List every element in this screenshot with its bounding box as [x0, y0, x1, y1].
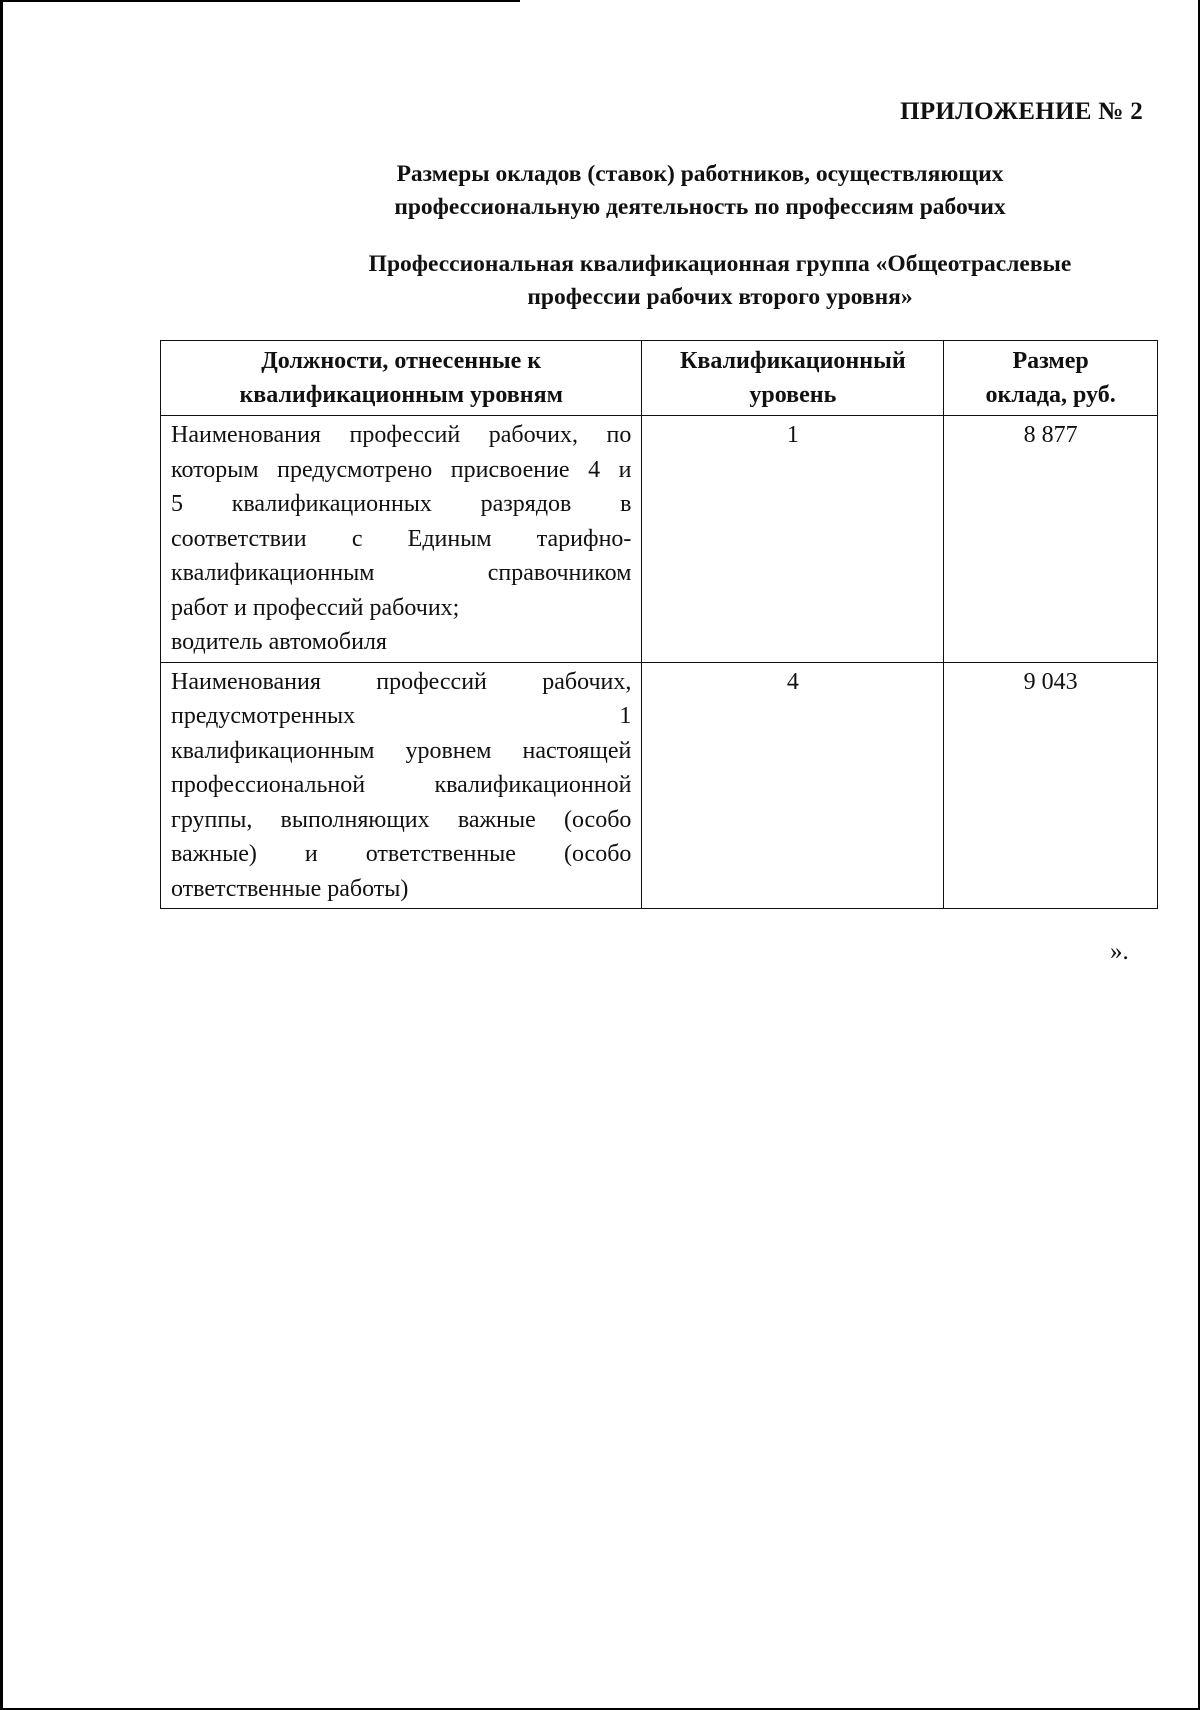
appendix-label: ПРИЛОЖЕНИЕ № 2 — [900, 98, 1143, 125]
description-line: предусмотренных 1 — [171, 703, 632, 729]
row-salary: 8 877 — [944, 416, 1158, 663]
row-salary: 9 043 — [944, 662, 1158, 909]
description-line: водитель автомобиля — [171, 629, 387, 655]
description-line: 5 квалификационных разрядов в — [171, 491, 632, 517]
header-line: оклада, руб. — [985, 382, 1116, 408]
group-title — [260, 248, 1180, 314]
header-level — [642, 341, 944, 416]
row-level: 4 — [642, 662, 944, 909]
scan-edge-top — [0, 0, 520, 2]
description-line: Наименования профессий рабочих, — [171, 668, 632, 695]
document-title-line: профессиональную деятельность по профессиям рабочих — [394, 194, 1006, 220]
group-title-line: Профессиональная квалификационная группа «Общеотраслевые — [368, 251, 1072, 277]
description-line: которым предусмотрено присвоение 4 и — [171, 456, 632, 483]
document-title-line: Размеры окладов (ставок) работников, осуществляющих — [396, 161, 1004, 187]
description-line: квалификационным справочником — [171, 560, 632, 586]
row-description — [161, 416, 642, 663]
description-line: соответствии с Единым тарифно- — [171, 525, 632, 552]
description-line: группы, выполняющих важные (особо — [171, 806, 632, 833]
header-line: Должности, отнесенные к — [261, 348, 542, 374]
description-line: работ и профессий рабочих; — [171, 594, 460, 621]
row-description — [161, 662, 642, 909]
closing-quote-mark: ». — [1110, 938, 1129, 965]
header-salary — [944, 341, 1158, 416]
description-line: квалификационным уровнем настоящей — [171, 737, 632, 764]
header-line: Размер — [1012, 348, 1089, 374]
document-title — [250, 158, 1150, 224]
salary-table — [160, 340, 1158, 909]
header-positions — [161, 341, 642, 416]
description-line: важные) и ответственные (особо — [171, 841, 632, 867]
description-line: профессиональной квалификационной — [171, 772, 632, 798]
scan-edge-left — [0, 0, 3, 1710]
table-row — [161, 662, 1158, 909]
header-line: квалификационным уровням — [239, 382, 563, 408]
description-line: ответственные работы) — [171, 875, 409, 902]
row-level: 1 — [642, 416, 944, 663]
table-row — [161, 416, 1158, 663]
header-line: уровень — [749, 382, 837, 408]
group-title-line: профессии рабочих второго уровня» — [527, 284, 913, 310]
description-line: Наименования профессий рабочих, по — [171, 422, 632, 448]
table-header-row — [161, 341, 1158, 416]
header-line: Квалификационный — [680, 348, 906, 374]
